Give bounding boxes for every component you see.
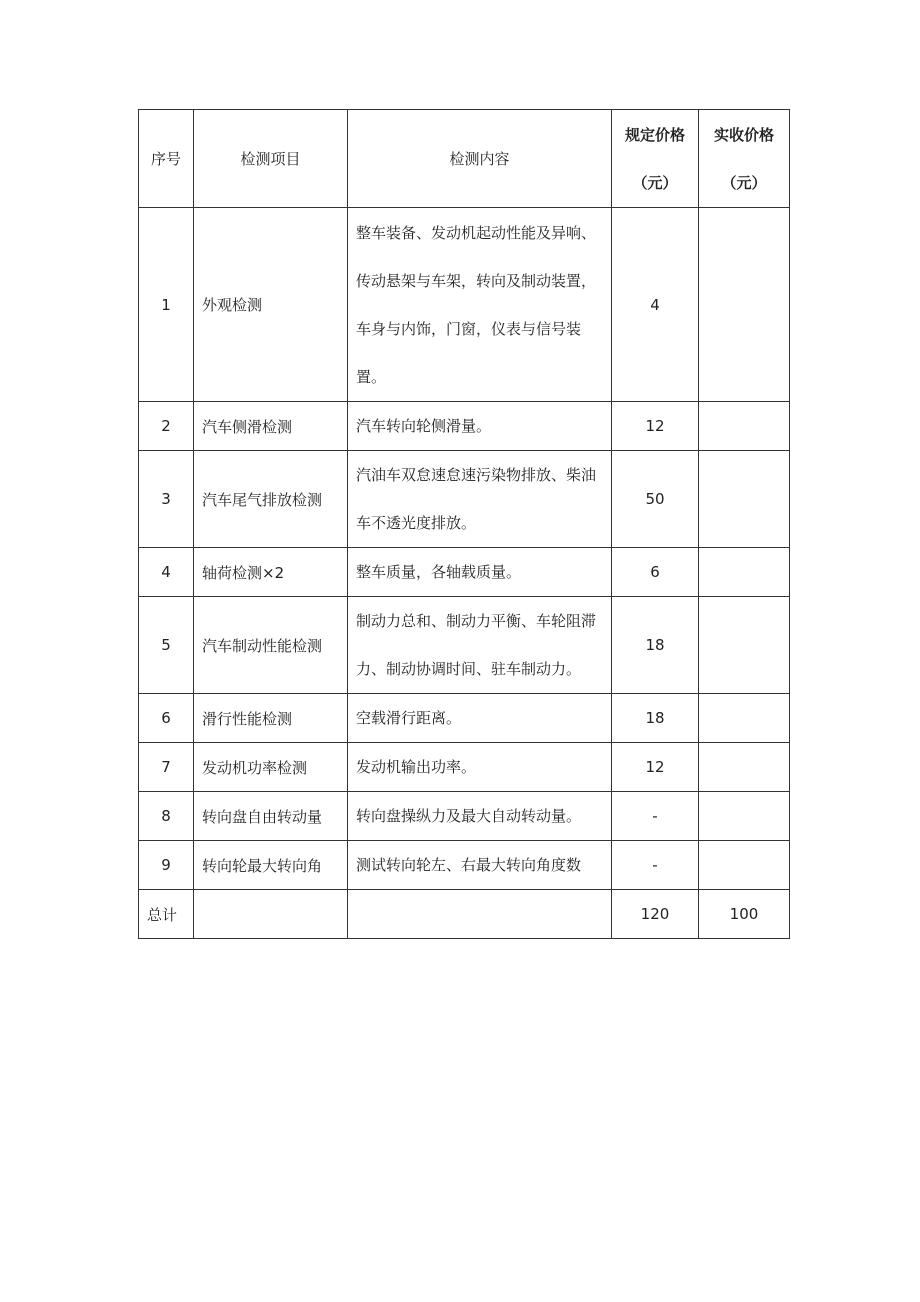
- row-actual-price: [699, 792, 790, 841]
- row-index: 5: [139, 597, 194, 694]
- header-content: 检测内容: [348, 110, 612, 208]
- row-standard-price: 18: [612, 694, 699, 743]
- row-content: 制动力总和、制动力平衡、车轮阻滞力、制动协调时间、驻车制动力。: [348, 597, 612, 694]
- header-item: 检测项目: [194, 110, 348, 208]
- row-item: 轴荷检测×2: [194, 548, 348, 597]
- row-actual-price: [699, 841, 790, 890]
- table-row: [139, 548, 790, 597]
- header-index: 序号: [139, 110, 194, 208]
- row-actual-price: [699, 743, 790, 792]
- row-index: 6: [139, 694, 194, 743]
- total-actual-price: 100: [699, 890, 790, 939]
- row-actual-price: [699, 402, 790, 451]
- row-actual-price: [699, 694, 790, 743]
- row-item: 转向轮最大转向角: [194, 841, 348, 890]
- row-content: 测试转向轮左、右最大转向角度数: [348, 841, 612, 890]
- table-row: [139, 694, 790, 743]
- total-content: [348, 890, 612, 939]
- row-index: 9: [139, 841, 194, 890]
- table-row: [139, 792, 790, 841]
- row-actual-price: [699, 548, 790, 597]
- table-row: [139, 402, 790, 451]
- row-index: 8: [139, 792, 194, 841]
- row-index: 1: [139, 208, 194, 402]
- row-content: 空载滑行距离。: [348, 694, 612, 743]
- row-item: 发动机功率检测: [194, 743, 348, 792]
- table-row: [139, 451, 790, 548]
- row-item: 转向盘自由转动量: [194, 792, 348, 841]
- row-index: 3: [139, 451, 194, 548]
- table-row: [139, 743, 790, 792]
- header-standard-price-line1: 规定价格: [624, 125, 685, 144]
- header-actual-price: [699, 110, 790, 208]
- row-item: 汽车尾气排放检测: [194, 451, 348, 548]
- table-row: [139, 597, 790, 694]
- header-actual-price-line1: 实收价格: [713, 125, 774, 144]
- row-standard-price: 12: [612, 402, 699, 451]
- row-content: 整车质量，各轴载质量。: [348, 548, 612, 597]
- row-content: 发动机输出功率。: [348, 743, 612, 792]
- total-standard-price: 120: [612, 890, 699, 939]
- row-content: 汽油车双怠速怠速污染物排放、柴油车不透光度排放。: [348, 451, 612, 548]
- row-item: 汽车制动性能检测: [194, 597, 348, 694]
- row-actual-price: [699, 451, 790, 548]
- row-standard-price: 50: [612, 451, 699, 548]
- row-standard-price: 18: [612, 597, 699, 694]
- row-index: 2: [139, 402, 194, 451]
- row-content: 转向盘操纵力及最大自动转动量。: [348, 792, 612, 841]
- header-standard-price: [612, 110, 699, 208]
- total-label: 总计: [139, 890, 194, 939]
- row-index: 4: [139, 548, 194, 597]
- row-content: 汽车转向轮侧滑量。: [348, 402, 612, 451]
- row-item: 外观检测: [194, 208, 348, 402]
- table-total-row: [139, 890, 790, 939]
- row-actual-price: [699, 597, 790, 694]
- table-header-row: [139, 110, 790, 208]
- header-standard-price-line2: （元）: [632, 173, 678, 192]
- row-standard-price: 12: [612, 743, 699, 792]
- row-index: 7: [139, 743, 194, 792]
- header-actual-price-line2: （元）: [721, 173, 767, 192]
- row-standard-price: -: [612, 841, 699, 890]
- row-content: 整车装备、发动机起动性能及异响、传动悬架与车架，转向及制动装置，车身与内饰，门窗，仪表与信号装置。: [348, 208, 612, 402]
- row-item: 滑行性能检测: [194, 694, 348, 743]
- row-standard-price: -: [612, 792, 699, 841]
- table-row: [139, 841, 790, 890]
- total-item: [194, 890, 348, 939]
- row-standard-price: 4: [612, 208, 699, 402]
- table-row: [139, 208, 790, 402]
- row-item: 汽车侧滑检测: [194, 402, 348, 451]
- row-actual-price: [699, 208, 790, 402]
- inspection-price-table: [138, 109, 790, 939]
- row-standard-price: 6: [612, 548, 699, 597]
